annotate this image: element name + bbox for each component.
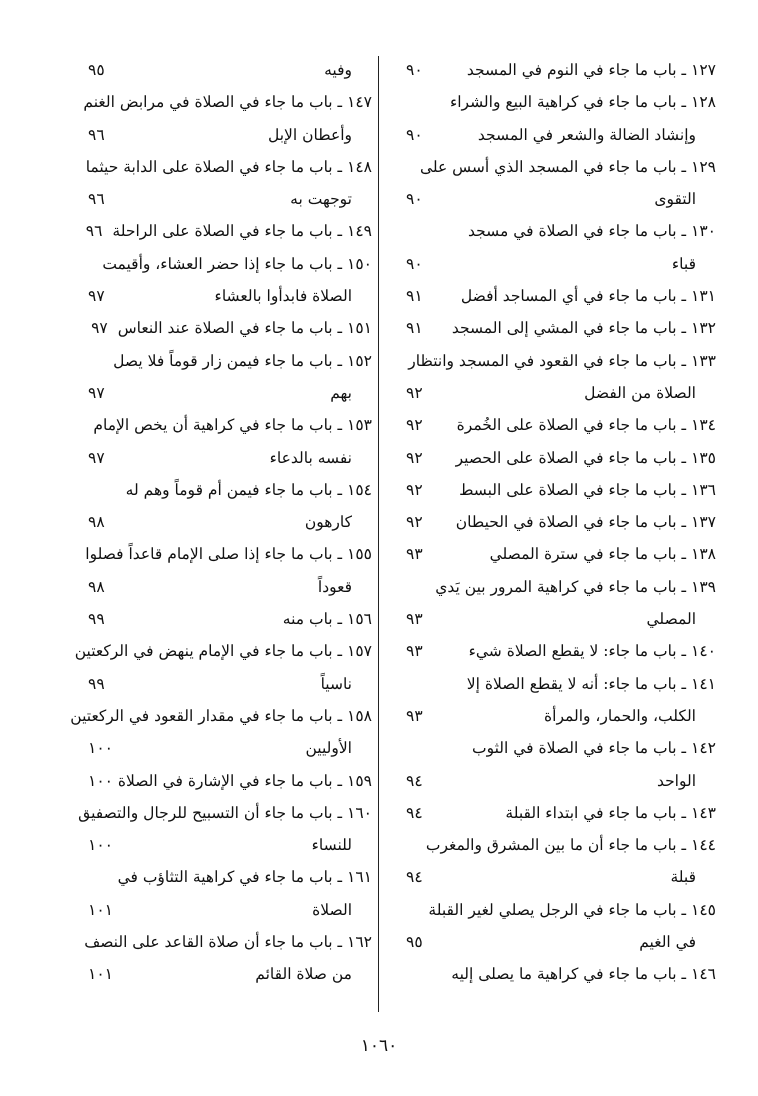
index-entry [72,345,372,377]
entry-title: ١٥١ ـ باب ما جاء في الصلاة عند النعاس٩٧ [91,319,372,338]
index-entry [72,248,372,280]
index-entry [390,603,716,635]
index-entry [72,765,372,797]
entry-title: ١٥٩ ـ باب ما جاء في الإشارة في الصلاة [117,771,372,790]
entry-page-number: ٩٠ [406,190,423,209]
entry-title: الواحد [656,771,696,790]
entry-title: قباء [671,254,696,273]
entry-title: ١٣٢ ـ باب ما جاء في المشي إلى المسجد [451,319,716,338]
index-entry [72,668,372,700]
index-entry [390,345,716,377]
entry-title: ١٥٥ ـ باب ما جاء إذا صلى الإمام قاعداً فصلوا [85,545,372,564]
index-entry [390,54,716,86]
entry-page-number: ٩٣ [406,545,423,564]
index-entry [390,215,716,247]
entry-title: ١٣٨ ـ باب ما جاء في سترة المصلي [489,545,716,564]
entry-title: ١٤٠ ـ باب ما جاء: لا يقطع الصلاة شيء [468,642,716,661]
index-entry [390,797,716,829]
entry-page-number: ٩٩ [88,610,105,629]
entry-page-number: ٩٠ [406,61,423,79]
entry-title: نفسه بالدعاء [269,448,352,467]
entry-title: الصلاة من الفضل [584,383,696,402]
entry-title: ١٤٦ ـ باب ما جاء في كراهية ما يصلى إليه [451,965,716,984]
index-entry [390,183,716,215]
index-entry [72,312,372,344]
entry-title: ١٣٧ ـ باب ما جاء في الصلاة في الحيطان [455,513,716,532]
index-entry [72,119,372,151]
index-entry [390,506,716,538]
index-entry [390,668,716,700]
entry-title: الأوليين [305,739,352,758]
index-entry [390,409,716,441]
entry-title: ناسياً [320,674,352,693]
entry-title: الكلب، والحمار، والمرأة [544,706,696,725]
index-entry [72,54,372,86]
entry-page-number: ٩٠ [406,125,423,144]
entry-title: الصلاة [312,900,352,919]
entry-title: المصلي [646,610,696,629]
entry-title: ١٥٠ ـ باب ما جاء إذا حضر العشاء، وأقيمت [102,254,372,273]
index-entry [72,700,372,732]
entry-title: ١٦٠ ـ باب ما جاء أن التسبيح للرجال والتصفيق [78,803,372,822]
index-entry [72,958,372,990]
entry-title: ١٣٠ ـ باب ما جاء في الصلاة في مسجد [468,222,716,241]
entry-title: من صلاة القائم [255,965,352,984]
entry-title: ١٣٩ ـ باب ما جاء في كراهية المرور بين يَدي [435,577,716,596]
index-entry [390,377,716,409]
entry-title: ١٦١ ـ باب ما جاء في كراهية التثاؤب في [117,868,372,887]
index-entry [72,506,372,538]
index-entry [390,312,716,344]
entry-title: ١٥٣ ـ باب ما جاء في كراهية أن يخص الإمام [93,416,372,435]
index-entry [390,732,716,764]
index-entry [72,215,372,247]
entry-page-number: ٩٩ [88,674,105,693]
index-entry [72,603,372,635]
entry-title: ١٢٩ ـ باب ما جاء في المسجد الذي أسس على [419,157,716,176]
index-entry [72,926,372,958]
entry-title: ١٢٧ ـ باب ما جاء في النوم في المسجد [466,61,716,79]
entry-title: ١٥٨ ـ باب ما جاء في مقدار القعود في الركعتين [70,706,372,725]
entry-title: ١٥٤ ـ باب ما جاء فيمن أم قوماً وهم له [125,480,372,499]
index-entry [390,86,716,118]
entry-title: ١٥٧ ـ باب ما جاء في الإمام ينهض في الركعتين [74,642,372,661]
index-entry [72,538,372,570]
index-entry [390,861,716,893]
index-entry [390,958,716,990]
entry-page-number: ٩٢ [406,480,423,499]
entry-page-number: ٩٧ [88,383,105,402]
entry-page-number: ١٠١ [88,900,113,919]
entry-page-number: ٩٣ [406,706,423,725]
entry-title: بهم [330,383,352,402]
entry-title: في الغيم [639,933,696,952]
entry-title: قعوداً [317,577,352,596]
entry-title: ١٣٥ ـ باب ما جاء في الصلاة على الحصير [455,448,716,467]
entry-title: الصلاة فابدأوا بالعشاء [214,287,352,306]
entry-page-number: ٩٦ [88,125,105,144]
index-entry [390,829,716,861]
column-divider [378,56,379,1012]
entry-page-number: ٩٢ [406,416,423,435]
index-entry [72,474,372,506]
entry-title: ١٥٦ ـ باب منه [282,610,372,629]
entry-page-number: ٩٧ [88,287,105,306]
index-entry [390,765,716,797]
index-entry [72,894,372,926]
index-entry [390,894,716,926]
entry-page-number: ١٠٠ [88,739,113,758]
entry-page-number: ٩٤ [406,771,423,790]
entry-page-number: ١٠٠ [88,771,113,790]
entry-page-number: ٩٤ [406,868,423,887]
index-entry [72,732,372,764]
index-entry [390,248,716,280]
entry-page-number: ٩٢ [406,448,423,467]
entry-page-number: ٩٦ [88,190,105,209]
index-entry [390,442,716,474]
entry-page-number: ٩١ [406,287,423,306]
entry-title: للنساء [311,836,352,855]
index-entry [390,119,716,151]
entry-title: ١٣١ ـ باب ما جاء في أي المساجد أفضل [460,287,716,306]
index-entry [390,538,716,570]
entry-title: ١٦٢ ـ باب ما جاء أن صلاة القاعد على النصف [84,933,372,952]
entry-page-number: ٩٦ [85,222,103,241]
left-column [72,54,372,991]
entry-title: ١٤١ ـ باب ما جاء: أنه لا يقطع الصلاة إلا [466,674,716,693]
index-entry [72,861,372,893]
index-entry [72,86,372,118]
entry-title: ١٤٥ ـ باب ما جاء في الرجل يصلي لغير القبلة [428,900,716,919]
index-entry [72,829,372,861]
entry-title: التقوى [654,190,696,209]
entry-page-number: ٩٤ [406,803,423,822]
entry-title: ١٣٣ ـ باب ما جاء في القعود في المسجد وانتظار [408,351,716,370]
index-entry [390,635,716,667]
index-entry [390,571,716,603]
index-entry [72,280,372,312]
index-entry [72,442,372,474]
entry-title: ١٣٦ ـ باب ما جاء في الصلاة على البسط [459,480,716,499]
entry-page-number: ٩٣ [406,610,423,629]
entry-page-number: ١٠٠ [88,836,113,855]
index-entry [72,571,372,603]
entry-title: ١٤٣ ـ باب ما جاء في ابتداء القبلة [505,803,716,822]
index-entry [72,377,372,409]
entry-page-number: ٩٨ [88,513,105,532]
entry-title: ١٤٧ ـ باب ما جاء في الصلاة في مرابض الغنم [83,93,372,112]
entry-title: ١٤٤ ـ باب ما جاء أن ما بين المشرق والمغرب [425,836,716,855]
index-entry [390,280,716,312]
entry-page-number: ٩١ [406,319,423,338]
index-entry [390,474,716,506]
index-entry [72,183,372,215]
entry-title: توجهت به [290,190,352,209]
right-column [390,54,716,991]
entry-page-number: ٩٥ [406,933,423,952]
entry-page-number: ٩٢ [406,383,423,402]
index-entry [72,151,372,183]
entry-page-number: ٩٠ [406,254,423,273]
index-entry [390,926,716,958]
index-entry [390,151,716,183]
index-entry [72,797,372,829]
entry-title: ١٤٢ ـ باب ما جاء في الصلاة في الثوب [472,739,716,758]
entry-page-number: ١٠١ [88,965,113,984]
entry-title: ١٣٤ ـ باب ما جاء في الصلاة على الخُمرة [456,416,716,435]
index-entry [72,635,372,667]
entry-title: وإنشاد الضالة والشعر في المسجد [477,125,696,144]
entry-title: ١٥٢ ـ باب ما جاء فيمن زار قوماً فلا يصل [113,351,372,370]
index-entry [390,700,716,732]
entry-title: كارهون [304,513,352,532]
entry-page-number: ٩٣ [406,642,423,661]
entry-page-number: ٩٢ [406,513,423,532]
index-entry [72,409,372,441]
entry-title: ١٤٩ ـ باب ما جاء في الصلاة على الراحلة٩٦ [85,222,372,241]
entry-page-number: ٩٧ [91,319,108,338]
entry-page-number: ٩٨ [88,577,105,596]
entry-title: قبلة [670,868,696,887]
entry-title: وأعطان الإبل [268,125,352,144]
entry-title: وفيه [324,61,352,79]
page-number: ١٠٦٠ [360,1036,398,1056]
entry-page-number: ٩٥ [88,61,105,79]
entry-title: ١٤٨ ـ باب ما جاء في الصلاة على الدابة حيثما [85,157,372,176]
entry-page-number: ٩٧ [88,448,105,467]
entry-title: ١٢٨ ـ باب ما جاء في كراهية البيع والشراء [449,93,716,112]
